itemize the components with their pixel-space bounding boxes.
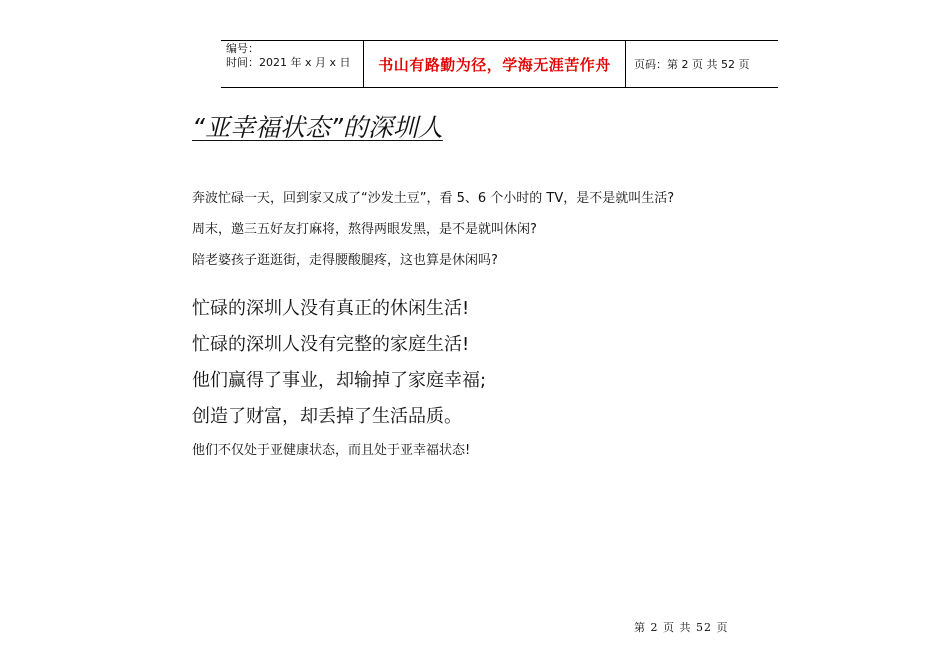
footer-page-number: 第 2 页 共 52 页 bbox=[634, 621, 729, 634]
header-meta bbox=[221, 41, 364, 87]
document-title: “亚幸福状态”的深圳人 bbox=[192, 113, 443, 142]
emphasis-line: 创造了财富，却丢掉了生活品质。 bbox=[192, 406, 462, 427]
page-header bbox=[221, 40, 778, 88]
emphasis-line: 他们赢得了事业，却输掉了家庭幸福; bbox=[192, 370, 487, 391]
intro-paragraph: 奔波忙碌一天，回到家又成了“沙发土豆”，看 5、6 个小时的 TV，是不是就叫生活? bbox=[192, 191, 675, 206]
header-motto: 书山有路勤为径，学海无涯苦作舟 bbox=[364, 41, 626, 87]
intro-paragraph: 周末，邀三五好友打麻将，熬得两眼发黑，是不是就叫休闲? bbox=[192, 222, 537, 237]
time-label: 时间：2021 年 x 月 x 日 bbox=[226, 56, 351, 69]
closing-line: 他们不仅处于亚健康状态，而且处于亚幸福状态! bbox=[192, 443, 471, 458]
intro-paragraph: 陪老婆孩子逛逛街，走得腰酸腿疼，这也算是休闲吗? bbox=[192, 253, 498, 268]
header-page-info: 页码：第 2 页 共 52 页 bbox=[634, 58, 750, 71]
emphasis-line: 忙碌的深圳人没有真正的休闲生活! bbox=[192, 298, 470, 319]
emphasis-line: 忙碌的深圳人没有完整的家庭生活! bbox=[192, 334, 470, 355]
code-label: 编号： bbox=[226, 42, 259, 55]
